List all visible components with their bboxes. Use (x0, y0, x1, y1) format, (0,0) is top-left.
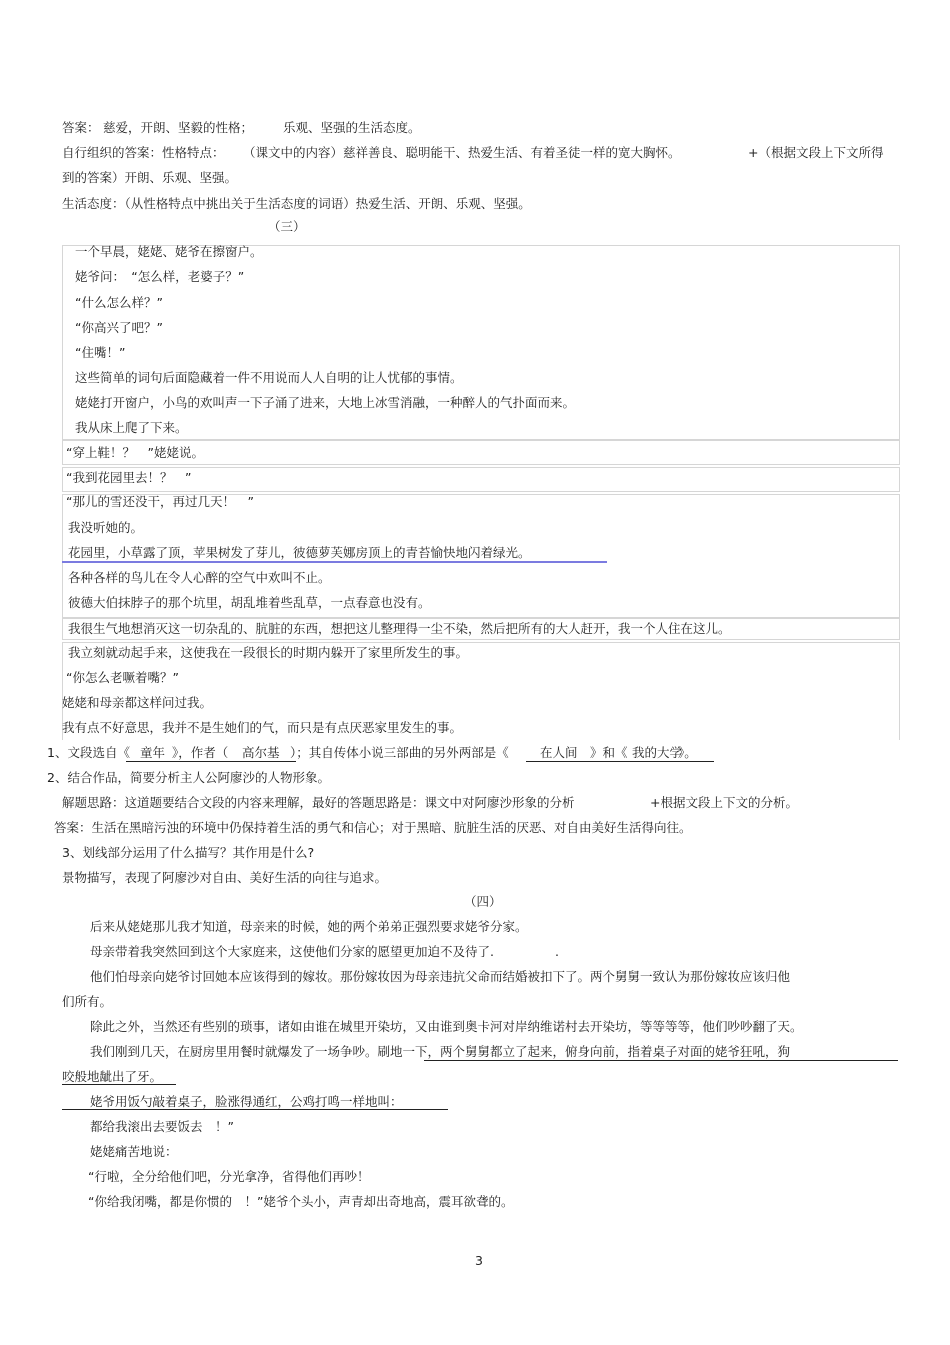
section-3-heading: （三） (268, 219, 306, 234)
question-1-and: 》和《 (590, 745, 628, 760)
section-4-underline-1 (424, 1060, 898, 1061)
question-2-hint-b: +根据文段上下文的分析。 (650, 795, 798, 810)
passage-line: 我很生气地想消灭这一切杂乱的、肮脏的东西，想把这儿整理得一尘不染，然后把所有的大人赶开，我一个人住在这儿。 (68, 621, 731, 636)
section-4-paragraph: 母亲带着我突然回到这个大家庭来，这使他们分家的愿望更加迫不及待了. (90, 944, 494, 959)
passage-line: 一个早晨，姥姥、姥爷在擦窗户。 (75, 244, 263, 259)
passage-line: 这些简单的词句后面隐藏着一件不用说而人人自明的让人忧郁的事情。 (75, 370, 463, 385)
passage-line-underlined: 花园里，小草露了顶，苹果树发了芽儿，彼德萝芙娜房顶上的青苔愉快地闪着绿光。 (68, 545, 531, 560)
section-4-underline-3 (62, 1109, 448, 1110)
question-2-hint: 解题思路：这道题要结合文段的内容来理解，最好的答题思路是：课文中对阿廖沙形象的分析 (62, 795, 575, 810)
self-answer-traits: （课文中的内容）慈祥善良、聪明能干、热爱生活、有着圣徒一样的宽大胸怀。 (243, 145, 681, 160)
answer-underline-1 (126, 761, 296, 762)
passage-line: “你怎么老噘着嘴？” (66, 670, 179, 685)
section-4-paragraph: 除此之外，当然还有些别的琐事，诸如由谁在城里开染坊，又由谁到奥卡河对岸纳维诺村去开染坊，等等等等，他们吵吵翻了天。 (90, 1019, 803, 1034)
section-4-underline-2 (62, 1084, 176, 1085)
section-4-paragraph: “行啦，全分给他们吧，分光拿净，省得他们再吵！ (88, 1169, 370, 1184)
passage-line: “我到花园里去！？ ” (66, 470, 192, 485)
question-1-end: 》。 (678, 745, 697, 760)
passage-line: 各种各样的鸟儿在令人心醉的空气中欢叫不止。 (68, 570, 331, 585)
page-number: 3 (475, 1253, 483, 1268)
answer-book-3: 我的大学 (632, 745, 683, 760)
passage-line: 我有点不好意思，我并不是生她们的气，而只是有点厌恶家里发生的事。 (62, 720, 463, 735)
passage-line: 姥姥打开窗户，小鸟的欢叫声一下子涌了进来，大地上冰雪消融，一种醉人的气扑面而来。 (75, 395, 576, 410)
answer-text-2: 乐观、坚强的生活态度。 (283, 120, 421, 135)
passage-line: “那儿的雪还没干，再过几天！ ” (66, 494, 254, 509)
section-4-paragraph: 后来从姥姥那儿我才知道，母亲来的时候，她的两个弟弟正强烈要求姥爷分家。 (90, 919, 528, 934)
passage-line: 我立刻就动起手来，这使我在一段很长的时期内躲开了家里所发生的事。 (68, 645, 469, 660)
passage-line: “你高兴了吧？” (75, 320, 163, 335)
passage-line: 我没听她的。 (68, 520, 144, 535)
passage-line: 我从床上爬了下来。 (75, 420, 188, 435)
question-1-trilogy: ）；其自传体小说三部曲的另外两部是《 (290, 745, 509, 760)
section-4-paragraph: 们所有。 (62, 994, 113, 1009)
question-1-prefix: 1、文段选自《 (47, 745, 130, 760)
answer-author: 高尔基 (242, 745, 280, 760)
answer-book-title: 童年 (140, 745, 166, 760)
attitude-line: 生活态度：（从性格特点中挑出关于生活态度的词语）热爱生活、开朗、乐观、坚强。 (62, 196, 531, 211)
section-4-heading: （四） (464, 894, 502, 909)
question-3-answer: 景物描写，表现了阿廖沙对自由、美好生活的向往与追求。 (62, 870, 388, 885)
passage-line: “穿上鞋！？ ”姥姥说。 (66, 445, 204, 460)
section-4-paragraph: 姥姥痛苦地说： (90, 1144, 178, 1159)
scenery-underline (62, 561, 607, 563)
question-2: 2、结合作品，简要分析主人公阿廖沙的人物形象。 (47, 770, 330, 785)
self-answer-line2: 到的答案）开朗、乐观、坚强。 (62, 170, 238, 185)
section-4-paragraph: “你给我闭嘴，都是你惯的 ！”姥爷个头小，声青却出奇地高，震耳欲聋的。 (88, 1194, 514, 1209)
question-2-answer: 答案：生活在黑暗污浊的环境中仍保持着生活的勇气和信心；对于黑暗、肮脏生活的厌恶、对自由美好生活得向往。 (54, 820, 692, 835)
passage-line: 姥爷问： “怎么样，老婆子？” (75, 269, 245, 284)
section-4-paragraph: 姥爷用饭勺敲着桌子，脸涨得通红，公鸡打鸣一样地叫： (90, 1094, 403, 1109)
section-4-paragraph: 我们刚到几天，在厨房里用餐时就爆发了一场争吵。刷地一下，两个舅舅都立了起来，俯身向前，指着桌子对面的姥爷狂吼，狗 (90, 1044, 791, 1059)
self-answer-context: +（根据文段上下文所得 (748, 145, 884, 160)
passage-line: 彼德大伯抹脖子的那个坑里，胡乱堆着些乱草，一点春意也没有。 (68, 595, 431, 610)
self-answer-label: 自行组织的答案：性格特点： (62, 145, 225, 160)
answer-label: 答案： (62, 120, 100, 135)
question-3: 3、划线部分运用了什么描写？其作用是什么? (62, 845, 315, 860)
question-1-author-prefix: 》，作者（ (172, 745, 229, 760)
answer-text: 慈爱，开朗、坚毅的性格； (103, 120, 254, 135)
section-4-paragraph: 咬般地龇出了牙。 (62, 1069, 163, 1084)
passage-line: “住嘴！” (75, 345, 126, 360)
section-4-paragraph: 都给我滚出去要饭去 ！” (90, 1119, 234, 1134)
passage-line: 姥姥和母亲都这样问过我。 (62, 695, 213, 710)
section-4-dot: . (555, 944, 559, 959)
answer-book-2: 在人间 (540, 745, 578, 760)
section-4-paragraph: 他们怕母亲向姥爷讨回她本应该得到的嫁妆。那份嫁妆因为母亲违抗父命而结婚被扣下了。两个舅舅一致认为那份嫁妆应该归他 (90, 969, 791, 984)
passage-line: “什么怎么样？” (75, 295, 163, 310)
answer-underline-2 (526, 761, 714, 762)
